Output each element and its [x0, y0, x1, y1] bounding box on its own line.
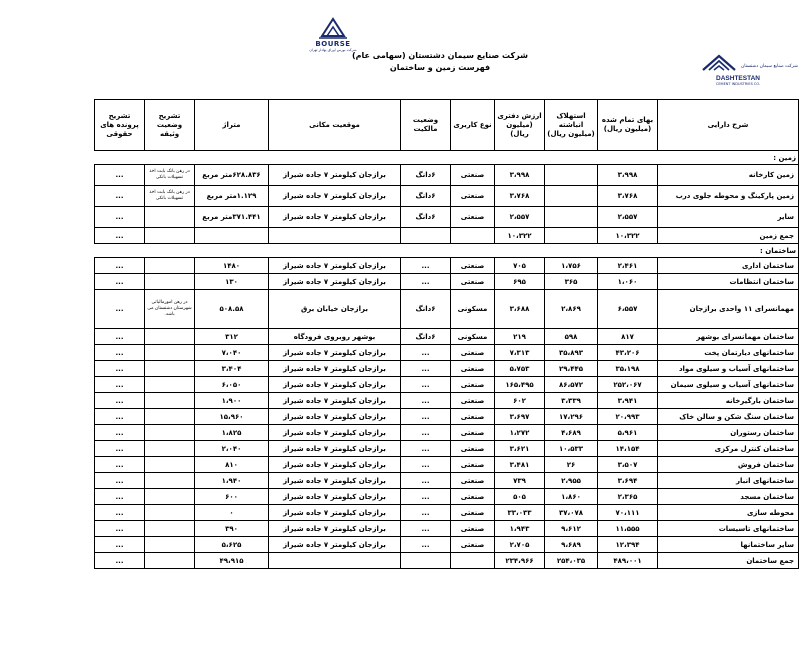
location-cell: برازجان کیلومتر ۷ جاده شیراز [269, 409, 401, 425]
asset-name-cell: سایر [658, 207, 799, 228]
usage-type-cell: مسکونی [451, 329, 495, 345]
location-cell: برازجان کیلومتر ۷ جاده شیراز [269, 165, 401, 186]
accumulated-depreciation-cell: ۹،۶۱۲ [545, 521, 598, 537]
accumulated-depreciation-cell: ۲،۹۵۵ [545, 473, 598, 489]
location-cell: برازجان کیلومتر ۷ جاده شیراز [269, 521, 401, 537]
area-cell: ۳۱۲ [195, 329, 269, 345]
dashtestan-mark-icon [699, 52, 739, 74]
document-header [300, 50, 580, 74]
ownership-status-cell: ... [401, 457, 451, 473]
cost-cell: ۲،۵۵۷ [598, 207, 658, 228]
asset-name-cell: سایر ساختمانها [658, 537, 799, 553]
ownership-status-cell: ... [401, 258, 451, 274]
usage-type-cell: صنعتی [451, 425, 495, 441]
table-header-row [95, 100, 799, 151]
area-cell: ۶۰۰ [195, 489, 269, 505]
accumulated-depreciation-cell: ۲۵۴،۰۳۵ [545, 553, 598, 569]
collateral-status-cell [145, 258, 195, 274]
cost-cell: ۱۴،۱۵۴ [598, 441, 658, 457]
land-total-row [95, 228, 799, 244]
asset-name-cell: زمین پارکینگ و محوطه جلوی درب [658, 186, 799, 207]
ownership-status-cell: ... [401, 441, 451, 457]
table-row [95, 290, 799, 329]
book-value-cell: ۳،۷۶۸ [495, 186, 545, 207]
legal-case-cell: ... [95, 489, 145, 505]
dashtestan-logo-sub: CEMENT INDUSTRIES CO. [715, 82, 761, 86]
table-row [95, 329, 799, 345]
table-row [95, 537, 799, 553]
area-cell: ۷،۰۴۰ [195, 345, 269, 361]
area-cell: ۱۵،۹۶۰ [195, 409, 269, 425]
ownership-status-cell: ... [401, 377, 451, 393]
area-cell: ۲،۰۴۰ [195, 441, 269, 457]
accumulated-depreciation-cell: ۸۶،۵۷۲ [545, 377, 598, 393]
location-cell: برازجان کیلومتر ۷ جاده شیراز [269, 473, 401, 489]
asset-name-cell: ساختمانهای دیارتمان پخت [658, 345, 799, 361]
book-value-cell: ۶۰۲ [495, 393, 545, 409]
location-cell: برازجان خیابان برق [269, 290, 401, 329]
collateral-status-cell: در رهن امورمالیاتی شهرستان دشتستان می باشد. [145, 290, 195, 329]
book-value-cell: ۲۱۹ [495, 329, 545, 345]
area-cell: ۰ [195, 505, 269, 521]
asset-name-cell: ساختمان مهمانسرای بوشهر [658, 329, 799, 345]
collateral-status-cell [145, 425, 195, 441]
table-row [95, 207, 799, 228]
usage-type-cell: صنعتی [451, 457, 495, 473]
bourse-logo-word: BOURSE [315, 40, 351, 48]
location-cell: برازجان کیلومتر ۷ جاده شیراز [269, 489, 401, 505]
collateral-status-cell [145, 553, 195, 569]
ownership-status-cell: ... [401, 425, 451, 441]
collateral-status-cell: در رهن بانک بابت اخذ تسهیلات بانکی [145, 186, 195, 207]
location-cell: برازجان کیلومتر ۷ جاده شیراز [269, 537, 401, 553]
accumulated-depreciation-cell: ۳،۳۳۹ [545, 393, 598, 409]
collateral-status-cell [145, 274, 195, 290]
legal-case-cell: ... [95, 553, 145, 569]
area-cell: ۶،۰۵۰ [195, 377, 269, 393]
cost-cell: ۱۱،۵۵۵ [598, 521, 658, 537]
building-total-row [95, 553, 799, 569]
usage-type-cell [451, 553, 495, 569]
cost-cell: ۳۵،۱۹۸ [598, 361, 658, 377]
book-value-cell: ۱۰،۳۲۲ [495, 228, 545, 244]
location-cell: برازجان کیلومتر ۷ جاده شیراز [269, 425, 401, 441]
ownership-status-cell: ... [401, 409, 451, 425]
accumulated-depreciation-cell: ۳۵،۸۹۳ [545, 345, 598, 361]
area-cell: ۱،۸۲۵ [195, 425, 269, 441]
ownership-status-cell: ۶دانگ [401, 165, 451, 186]
book-value-cell: ۱،۲۷۲ [495, 425, 545, 441]
usage-type-cell: صنعتی [451, 186, 495, 207]
collateral-status-cell [145, 505, 195, 521]
area-cell: ۱،۹۰۰ [195, 393, 269, 409]
column-header: تشریح وضعیت وثیقه [145, 100, 195, 151]
usage-type-cell: صنعتی [451, 489, 495, 505]
collateral-status-cell [145, 409, 195, 425]
table-body [95, 151, 799, 569]
usage-type-cell: صنعتی [451, 409, 495, 425]
dashtestan-logo [697, 52, 798, 90]
asset-name-cell: ساختمان کنترل مرکزی [658, 441, 799, 457]
legal-case-cell: ... [95, 228, 145, 244]
book-value-cell: ۳،۶۹۷ [495, 409, 545, 425]
column-header: موقعیت مکانی [269, 100, 401, 151]
ownership-status-cell: ... [401, 473, 451, 489]
table-row [95, 457, 799, 473]
collateral-status-cell: در رهن بانک بابت اخذ تسهیلات بانکی [145, 165, 195, 186]
table-row [95, 489, 799, 505]
asset-name-cell: ساختمانهای انبار [658, 473, 799, 489]
collateral-status-cell [145, 489, 195, 505]
ownership-status-cell: ... [401, 345, 451, 361]
collateral-status-cell [145, 441, 195, 457]
cost-cell: ۲،۳۶۵ [598, 489, 658, 505]
usage-type-cell: صنعتی [451, 441, 495, 457]
location-cell: برازجان کیلومتر ۷ جاده شیراز [269, 377, 401, 393]
usage-type-cell: صنعتی [451, 258, 495, 274]
legal-case-cell: ... [95, 393, 145, 409]
collateral-status-cell [145, 393, 195, 409]
book-value-cell: ۱،۹۴۳ [495, 521, 545, 537]
ownership-status-cell: ... [401, 521, 451, 537]
table-row [95, 473, 799, 489]
book-value-cell: ۲۳۴،۹۶۶ [495, 553, 545, 569]
bourse-logo-sub: شرکت بورس اوراق بهادار تهران [309, 48, 357, 52]
cost-cell: ۲۵۲،۰۶۷ [598, 377, 658, 393]
legal-case-cell: ... [95, 165, 145, 186]
cost-cell: ۳،۹۹۸ [598, 165, 658, 186]
column-header: وضعیت مالکیت [401, 100, 451, 151]
section-label-land: زمین : [95, 151, 799, 165]
table-row [95, 505, 799, 521]
table-row [95, 425, 799, 441]
table-row [95, 165, 799, 186]
location-cell: برازجان کیلومتر ۷ جاده شیراز [269, 505, 401, 521]
usage-type-cell: صنعتی [451, 377, 495, 393]
book-value-cell: ۲،۷۰۵ [495, 537, 545, 553]
ownership-status-cell: ... [401, 361, 451, 377]
asset-name-cell: ساختمان سنگ شکن و سالن خاک [658, 409, 799, 425]
area-cell: ۱.۱۲۹متر مربع [195, 186, 269, 207]
area-cell: ۱،۹۴۰ [195, 473, 269, 489]
column-header: نوع کاربری [451, 100, 495, 151]
accumulated-depreciation-cell [545, 165, 598, 186]
accumulated-depreciation-cell: ۱۷،۲۹۶ [545, 409, 598, 425]
book-value-cell: ۷۳۹ [495, 473, 545, 489]
ownership-status-cell: ۶دانگ [401, 207, 451, 228]
collateral-status-cell [145, 473, 195, 489]
accumulated-depreciation-cell: ۲،۸۶۹ [545, 290, 598, 329]
cost-cell: ۴۸۹،۰۰۱ [598, 553, 658, 569]
asset-name-cell: ساختمان انتظامات [658, 274, 799, 290]
collateral-status-cell [145, 537, 195, 553]
usage-type-cell: صنعتی [451, 473, 495, 489]
dashtestan-logo-word: DASHTESTAN [716, 75, 760, 82]
cost-cell: ۳،۹۴۱ [598, 393, 658, 409]
table-row [95, 345, 799, 361]
accumulated-depreciation-cell: ۱۰،۵۳۳ [545, 441, 598, 457]
table-row [95, 258, 799, 274]
column-header: استهلاک انباشته (میلیون ریال) [545, 100, 598, 151]
bourse-mark-icon [316, 16, 350, 40]
ownership-status-cell: ... [401, 505, 451, 521]
accumulated-depreciation-cell [545, 228, 598, 244]
location-cell: بوشهر روبروی فرودگاه [269, 329, 401, 345]
cost-cell: ۸۱۷ [598, 329, 658, 345]
location-cell: برازجان کیلومتر ۷ جاده شیراز [269, 393, 401, 409]
area-cell: ۱۳۰ [195, 274, 269, 290]
collateral-status-cell [145, 329, 195, 345]
location-cell: برازجان کیلومتر ۷ جاده شیراز [269, 186, 401, 207]
section-label-building: ساختمان : [95, 244, 799, 258]
asset-name-cell: جمع ساختمان [658, 553, 799, 569]
document-subtitle: فهرست زمین و ساختمان [389, 63, 491, 72]
book-value-cell: ۶۹۵ [495, 274, 545, 290]
collateral-status-cell [145, 361, 195, 377]
location-cell: برازجان کیلومتر ۷ جاده شیراز [269, 441, 401, 457]
location-cell [269, 553, 401, 569]
accumulated-depreciation-cell: ۹،۶۸۹ [545, 537, 598, 553]
book-value-cell: ۵۰۵ [495, 489, 545, 505]
cost-cell: ۱،۰۶۰ [598, 274, 658, 290]
ownership-status-cell: ۶دانگ [401, 186, 451, 207]
legal-case-cell: ... [95, 186, 145, 207]
usage-type-cell: صنعتی [451, 521, 495, 537]
legal-case-cell: ... [95, 457, 145, 473]
area-cell: ۶۲۸.۸۳۶متر مربع [195, 165, 269, 186]
ownership-status-cell: ... [401, 489, 451, 505]
cost-cell: ۱۰،۳۲۲ [598, 228, 658, 244]
usage-type-cell: صنعتی [451, 274, 495, 290]
book-value-cell: ۳،۴۸۱ [495, 457, 545, 473]
asset-name-cell: ساختمانهای تاسیسات [658, 521, 799, 537]
accumulated-depreciation-cell: ۳۷،۰۷۸ [545, 505, 598, 521]
usage-type-cell: صنعتی [451, 361, 495, 377]
accumulated-depreciation-cell: ۲۹،۴۴۵ [545, 361, 598, 377]
collateral-status-cell [145, 207, 195, 228]
legal-case-cell: ... [95, 521, 145, 537]
accumulated-depreciation-cell: ۴،۶۸۹ [545, 425, 598, 441]
column-header: شرح دارایی [658, 100, 799, 151]
table-row [95, 274, 799, 290]
usage-type-cell: صنعتی [451, 345, 495, 361]
cost-cell: ۳،۵۰۷ [598, 457, 658, 473]
legal-case-cell: ... [95, 441, 145, 457]
location-cell: برازجان کیلومتر ۷ جاده شیراز [269, 258, 401, 274]
book-value-cell: ۳،۶۲۱ [495, 441, 545, 457]
legal-case-cell: ... [95, 505, 145, 521]
collateral-status-cell [145, 521, 195, 537]
table-row [95, 377, 799, 393]
table-row [95, 393, 799, 409]
accumulated-depreciation-cell: ۳۶۵ [545, 274, 598, 290]
area-cell: ۱۴۸۰ [195, 258, 269, 274]
cost-cell: ۳،۷۶۸ [598, 186, 658, 207]
area-cell: ۸۱۰ [195, 457, 269, 473]
section-row-building [95, 244, 799, 258]
cost-cell: ۳،۶۹۴ [598, 473, 658, 489]
ownership-status-cell: ... [401, 537, 451, 553]
ownership-status-cell: ... [401, 274, 451, 290]
area-cell: ۵،۶۲۵ [195, 537, 269, 553]
table-row [95, 361, 799, 377]
usage-type-cell: صنعتی [451, 207, 495, 228]
location-cell: برازجان کیلومتر ۷ جاده شیراز [269, 457, 401, 473]
legal-case-cell: ... [95, 258, 145, 274]
legal-case-cell: ... [95, 425, 145, 441]
accumulated-depreciation-cell [545, 186, 598, 207]
dashtestan-logo-fa: شرکت صنایع سیمان دشتستان [741, 64, 798, 69]
cost-cell: ۷۰،۱۱۱ [598, 505, 658, 521]
book-value-cell: ۳۳،۰۳۳ [495, 505, 545, 521]
usage-type-cell: صنعتی [451, 537, 495, 553]
asset-name-cell: زمین کارخانه [658, 165, 799, 186]
legal-case-cell: ... [95, 473, 145, 489]
asset-table [94, 99, 799, 569]
legal-case-cell: ... [95, 377, 145, 393]
area-cell: ۳۹۰ [195, 521, 269, 537]
book-value-cell: ۵،۷۵۳ [495, 361, 545, 377]
collateral-status-cell [145, 377, 195, 393]
company-name: شرکت صنایع سیمان دشتستان (سهامی عام) [351, 51, 528, 60]
usage-type-cell: صنعتی [451, 393, 495, 409]
usage-type-cell: صنعتی [451, 505, 495, 521]
ownership-status-cell: ۶دانگ [401, 290, 451, 329]
cost-cell: ۵،۹۶۱ [598, 425, 658, 441]
table-row [95, 186, 799, 207]
legal-case-cell: ... [95, 207, 145, 228]
area-cell: ۵۰۸.۵۸ [195, 290, 269, 329]
usage-type-cell: مسکونی [451, 290, 495, 329]
area-cell: ۳،۴۰۴ [195, 361, 269, 377]
collateral-status-cell [145, 457, 195, 473]
legal-case-cell: ... [95, 409, 145, 425]
column-header: ارزش دفتری (میلیون ریال) [495, 100, 545, 151]
ownership-status-cell: ۶دانگ [401, 329, 451, 345]
asset-name-cell: ساختمانهای آسیاب و سیلوی مواد [658, 361, 799, 377]
book-value-cell: ۳،۹۹۸ [495, 165, 545, 186]
legal-case-cell: ... [95, 537, 145, 553]
accumulated-depreciation-cell: ۲۶ [545, 457, 598, 473]
section-row-land [95, 151, 799, 165]
accumulated-depreciation-cell: ۱،۸۶۰ [545, 489, 598, 505]
column-header: تشریح پرونده های حقوقی [95, 100, 145, 151]
area-cell: ۳۷۱.۴۴۱متر مربع [195, 207, 269, 228]
legal-case-cell: ... [95, 345, 145, 361]
accumulated-depreciation-cell [545, 207, 598, 228]
book-value-cell: ۷۰۵ [495, 258, 545, 274]
legal-case-cell: ... [95, 329, 145, 345]
usage-type-cell: صنعتی [451, 165, 495, 186]
usage-type-cell [451, 228, 495, 244]
cost-cell: ۱۲،۳۹۴ [598, 537, 658, 553]
location-cell [269, 228, 401, 244]
location-cell: برازجان کیلومتر ۷ جاده شیراز [269, 361, 401, 377]
location-cell: برازجان کیلومتر ۷ جاده شیراز [269, 345, 401, 361]
table-row [95, 521, 799, 537]
ownership-status-cell [401, 553, 451, 569]
asset-name-cell: ساختمان رستوران [658, 425, 799, 441]
cost-cell: ۴۳،۲۰۶ [598, 345, 658, 361]
accumulated-depreciation-cell: ۵۹۸ [545, 329, 598, 345]
asset-name-cell: ساختمان بارگیرخانه [658, 393, 799, 409]
cost-cell: ۲،۴۶۱ [598, 258, 658, 274]
cost-cell: ۶،۵۵۷ [598, 290, 658, 329]
book-value-cell: ۲،۵۵۷ [495, 207, 545, 228]
asset-name-cell: جمع زمین [658, 228, 799, 244]
area-cell [195, 228, 269, 244]
asset-name-cell: محوطه سازی [658, 505, 799, 521]
accumulated-depreciation-cell: ۱،۷۵۶ [545, 258, 598, 274]
table-row [95, 441, 799, 457]
location-cell: برازجان کیلومتر ۷ جاده شیراز [269, 207, 401, 228]
ownership-status-cell: ... [401, 393, 451, 409]
legal-case-cell: ... [95, 274, 145, 290]
asset-name-cell: مهمانسرای ۱۱ واحدی برازجان [658, 290, 799, 329]
column-header: متراژ [195, 100, 269, 151]
book-value-cell: ۳،۶۸۸ [495, 290, 545, 329]
cost-cell: ۲۰،۹۹۳ [598, 409, 658, 425]
asset-name-cell: ساختمانهای آسیاب و سیلوی سیمان [658, 377, 799, 393]
table-row [95, 409, 799, 425]
asset-name-cell: ساختمان اداری [658, 258, 799, 274]
book-value-cell: ۱۶۵،۴۹۵ [495, 377, 545, 393]
asset-name-cell: ساختمان فروش [658, 457, 799, 473]
collateral-status-cell [145, 228, 195, 244]
area-cell: ۴۹،۹۱۵ [195, 553, 269, 569]
book-value-cell: ۷،۳۱۳ [495, 345, 545, 361]
collateral-status-cell [145, 345, 195, 361]
legal-case-cell: ... [95, 361, 145, 377]
ownership-status-cell [401, 228, 451, 244]
legal-case-cell: ... [95, 290, 145, 329]
column-header: بهای تمام شده (میلیون ریال) [598, 100, 658, 151]
location-cell: برازجان کیلومتر ۷ جاده شیراز [269, 274, 401, 290]
asset-name-cell: ساختمان مسجد [658, 489, 799, 505]
